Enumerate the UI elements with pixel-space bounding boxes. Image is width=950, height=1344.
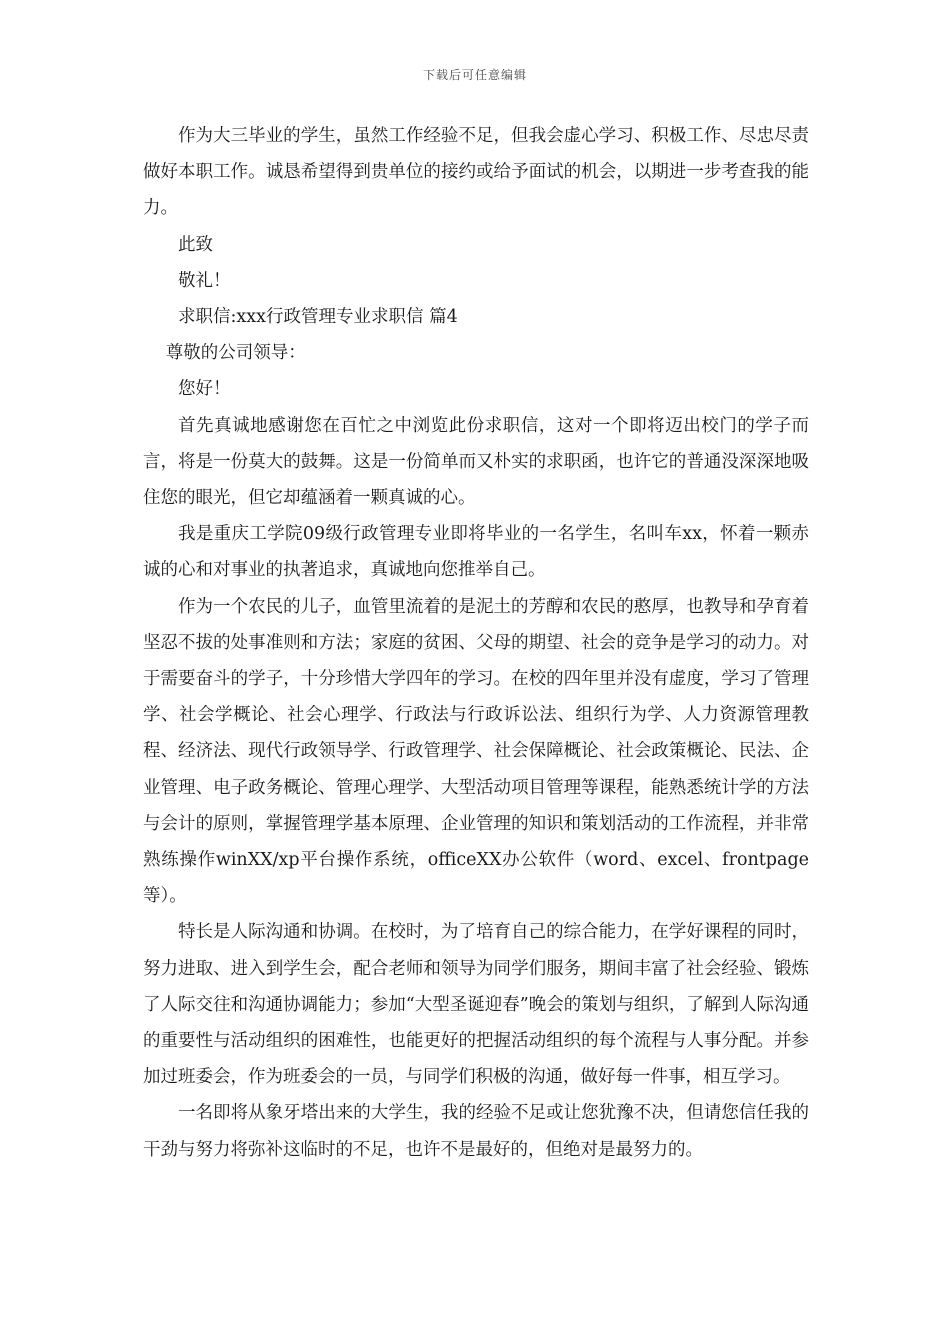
paragraph-background: 作为一个农民的儿子，血管里流着的是泥土的芳醇和农民的憨厚，也教导和孕育着坚忍不拔的处事准则和方法；家庭的贫困、父母的期望、社会的竞争是学习的动力。对于需要奋斗的学子，十分珍惜大学四年的学习。在校的四年里并没有虚度，学习了管理学、社会学概论、社会心理学、行政法与行政诉讼法、组织行为学、人力资源管理教程、经济法、现代行政领导学、行政管理学、社会保障概论、社会政策概论、民法、企业管理、电子政务概论、管理心理学、大型活动项目管理等课程，能熟悉统计学的方法与会计的原则，掌握管理学基本原理、企业管理的知识和策划活动的工作流程，并非常熟练操作winXX/xp平台操作系统，officeXX办公软件（word、excel、frontpage等）。 [143, 596, 809, 907]
paragraph-salutation-cizhi: 此致 [178, 234, 213, 255]
page-header: 下载后可任意编辑 [422, 68, 527, 82]
section-title: 求职信:xxx行政管理专业求职信 篇4 [178, 307, 458, 328]
paragraph-salutation-jingli: 敬礼！ [178, 270, 231, 291]
document-body [143, 118, 809, 1168]
paragraph-introduction: 我是重庆工学院09级行政管理专业即将毕业的一名学生，名叫车xx，怀着一颗赤诚的心和对事业的执著追求，真诚地向您推举自己。 [143, 524, 809, 581]
paragraph-thanks: 首先真诚地感谢您在百忙之中浏览此份求职信，这对一个即将迈出校门的学子而言，将是一份莫大的鼓舞。这是一份简单而又朴实的求职函，也许它的普通没深深地吸住您的眼光，但它却蕴涵着一颗真诚的心。 [143, 415, 809, 509]
paragraph-conclusion: 一名即将从象牙塔出来的大学生，我的经验不足或让您犹豫不决，但请您信任我的干劲与努力将弥补这临时的不足，也许不是最好的，但绝对是最努力的。 [143, 1103, 809, 1160]
paragraph-greeting-hello: 您好！ [178, 379, 231, 400]
paragraph-closing-statement: 作为大三毕业的学生，虽然工作经验不足，但我会虚心学习、积极工作、尽忠尽责做好本职工作。诚恳希望得到贵单位的接约或给予面试的机会，以期进一步考查我的能力。 [143, 126, 809, 219]
paragraph-greeting-recipient: 尊敬的公司领导： [165, 343, 306, 364]
paragraph-strengths: 特长是人际沟通和协调。在校时，为了培育自己的综合能力，在学好课程的同时，努力进取、进入到学生会，配合老师和领导为同学们服务，期间丰富了社会经验、锻炼了人际交往和沟通协调能力；参加“大型圣诞迎春”晚会的策划与组织，了解到人际沟通的重要性与活动组织的困难性，也能更好的把握活动组织的每个流程与人事分配。并参加过班委会，作为班委会的一员，与同学们积极的沟通，做好每一件事，相互学习。 [143, 922, 809, 1088]
